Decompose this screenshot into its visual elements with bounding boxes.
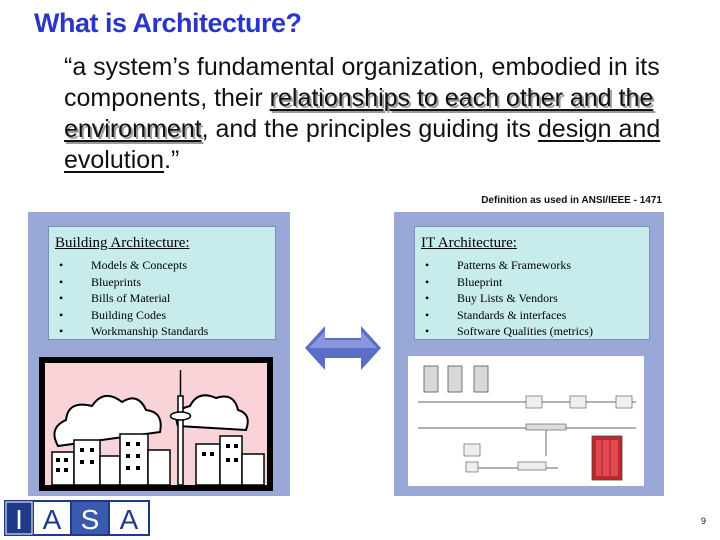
city-skyline-icon: [38, 356, 274, 492]
list-item: • Standards & interfaces: [421, 307, 593, 324]
quote-part-2: , and the principles guiding its: [201, 115, 538, 143]
list-item: • Bills of Material: [55, 290, 208, 307]
bidirectional-arrow-icon: [303, 318, 383, 378]
quote-part-3: .”: [164, 146, 180, 174]
svg-text:I: I: [15, 504, 23, 535]
list-item: • Patterns & Frameworks: [421, 257, 593, 274]
building-architecture-box: [48, 226, 276, 340]
list-item: • Buy Lists & Vendors: [421, 290, 593, 307]
quote-relationships: relationships to each other and the environment: [64, 84, 654, 143]
it-architecture-list: [421, 257, 593, 340]
list-item: • Building Codes: [55, 307, 208, 324]
definition-quote: [64, 52, 684, 176]
definition-source: Definition as used in ANSI/IEEE - 1471: [481, 195, 662, 206]
iasa-logo: [4, 500, 150, 536]
list-item: • Software Qualities (metrics): [421, 323, 593, 340]
network-diagram-icon: [408, 356, 644, 486]
list-item: • Models & Concepts: [55, 257, 208, 274]
quote-design-evolution: design and evolution: [64, 115, 661, 174]
svg-text:A: A: [119, 504, 139, 535]
building-architecture-heading: Building Architecture:: [55, 235, 190, 251]
page-number: 9: [700, 516, 706, 526]
it-architecture-heading: IT Architecture:: [421, 235, 517, 251]
building-architecture-list: [55, 257, 208, 340]
list-item: • Workmanship Standards: [55, 323, 208, 340]
slide-title: What is Architecture?: [34, 8, 302, 38]
svg-text:S: S: [80, 504, 100, 535]
svg-text:A: A: [42, 504, 62, 535]
list-item: • Blueprint: [421, 274, 593, 291]
quote-part-1: “a system’s fundamental organization, embodied in its components, their: [64, 53, 660, 112]
list-item: • Blueprints: [55, 274, 208, 291]
it-architecture-box: [414, 226, 650, 340]
